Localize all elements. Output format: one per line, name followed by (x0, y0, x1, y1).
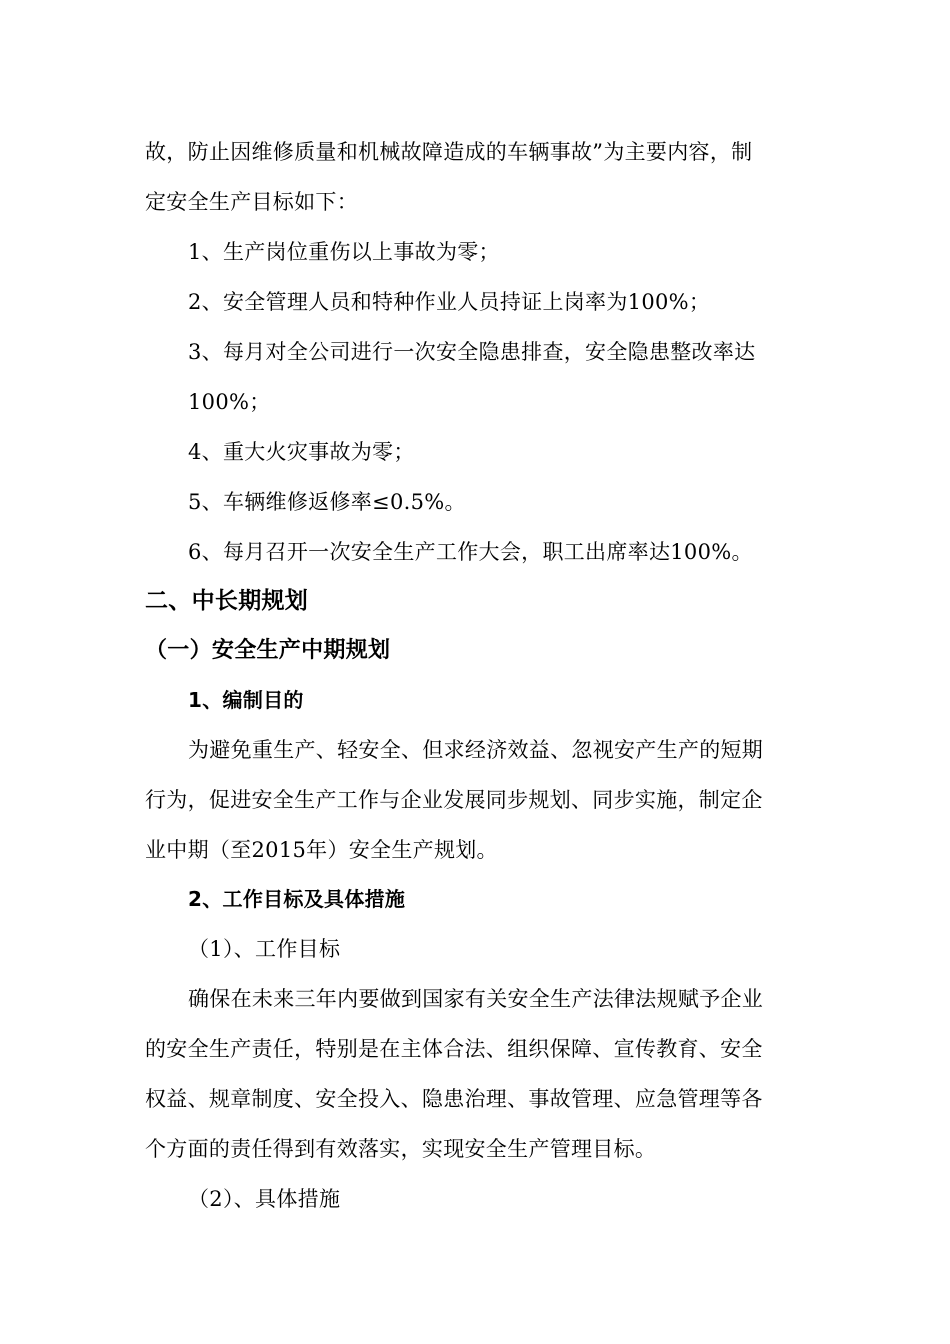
intro-line-2: 定安全生产目标如下： (145, 190, 358, 214)
work-goal-heading: （1）、工作目标 (188, 937, 341, 961)
item-2-heading: 2、工作目标及具体措施 (188, 887, 406, 911)
work-goal-line-2: 的安全生产责任，特别是在主体合法、组织保障、宣传教育、安全 (145, 1037, 763, 1061)
goal-item-4: 4、重大火灾事故为零； (188, 440, 415, 464)
measures-heading: （2）、具体措施 (188, 1187, 341, 1211)
purpose-line-1: 为避免重生产、轻安全、但求经济效益、忽视安产生产的短期 (188, 738, 764, 762)
work-goal-line-3: 权益、规章制度、安全投入、隐患治理、事故管理、应急管理等各 (145, 1087, 763, 1111)
goal-item-1: 1、生产岗位重伤以上事故为零； (188, 240, 500, 264)
work-goal-line-4: 个方面的责任得到有效落实，实现安全生产管理目标。 (145, 1137, 657, 1161)
goal-item-3-continued: 100%； (188, 390, 271, 414)
subsection-1-heading: （一）安全生产中期规划 (145, 638, 391, 663)
work-goal-line-1: 确保在未来三年内要做到国家有关安全生产法律法规赋予企业 (188, 987, 764, 1011)
purpose-line-3: 业中期（至2015年）安全生产规划。 (145, 838, 498, 862)
goal-item-3: 3、每月对全公司进行一次安全隐患排查，安全隐患整改率达 (188, 340, 756, 364)
goal-item-6: 6、每月召开一次安全生产工作大会，职工出席率达100%。 (188, 540, 753, 564)
purpose-line-2: 行为，促进安全生产工作与企业发展同步规划、同步实施，制定企 (145, 788, 763, 812)
intro-line-1: 故，防止因维修质量和机械故障造成的车辆事故”为主要内容，制 (145, 140, 753, 164)
section-2-heading: 二、中长期规划 (145, 588, 309, 614)
goal-item-2: 2、安全管理人员和特种作业人员持证上岗率为100%； (188, 290, 711, 314)
item-1-heading: 1、编制目的 (188, 688, 304, 712)
goal-item-5: 5、车辆维修返修率≤0.5%。 (188, 490, 466, 514)
